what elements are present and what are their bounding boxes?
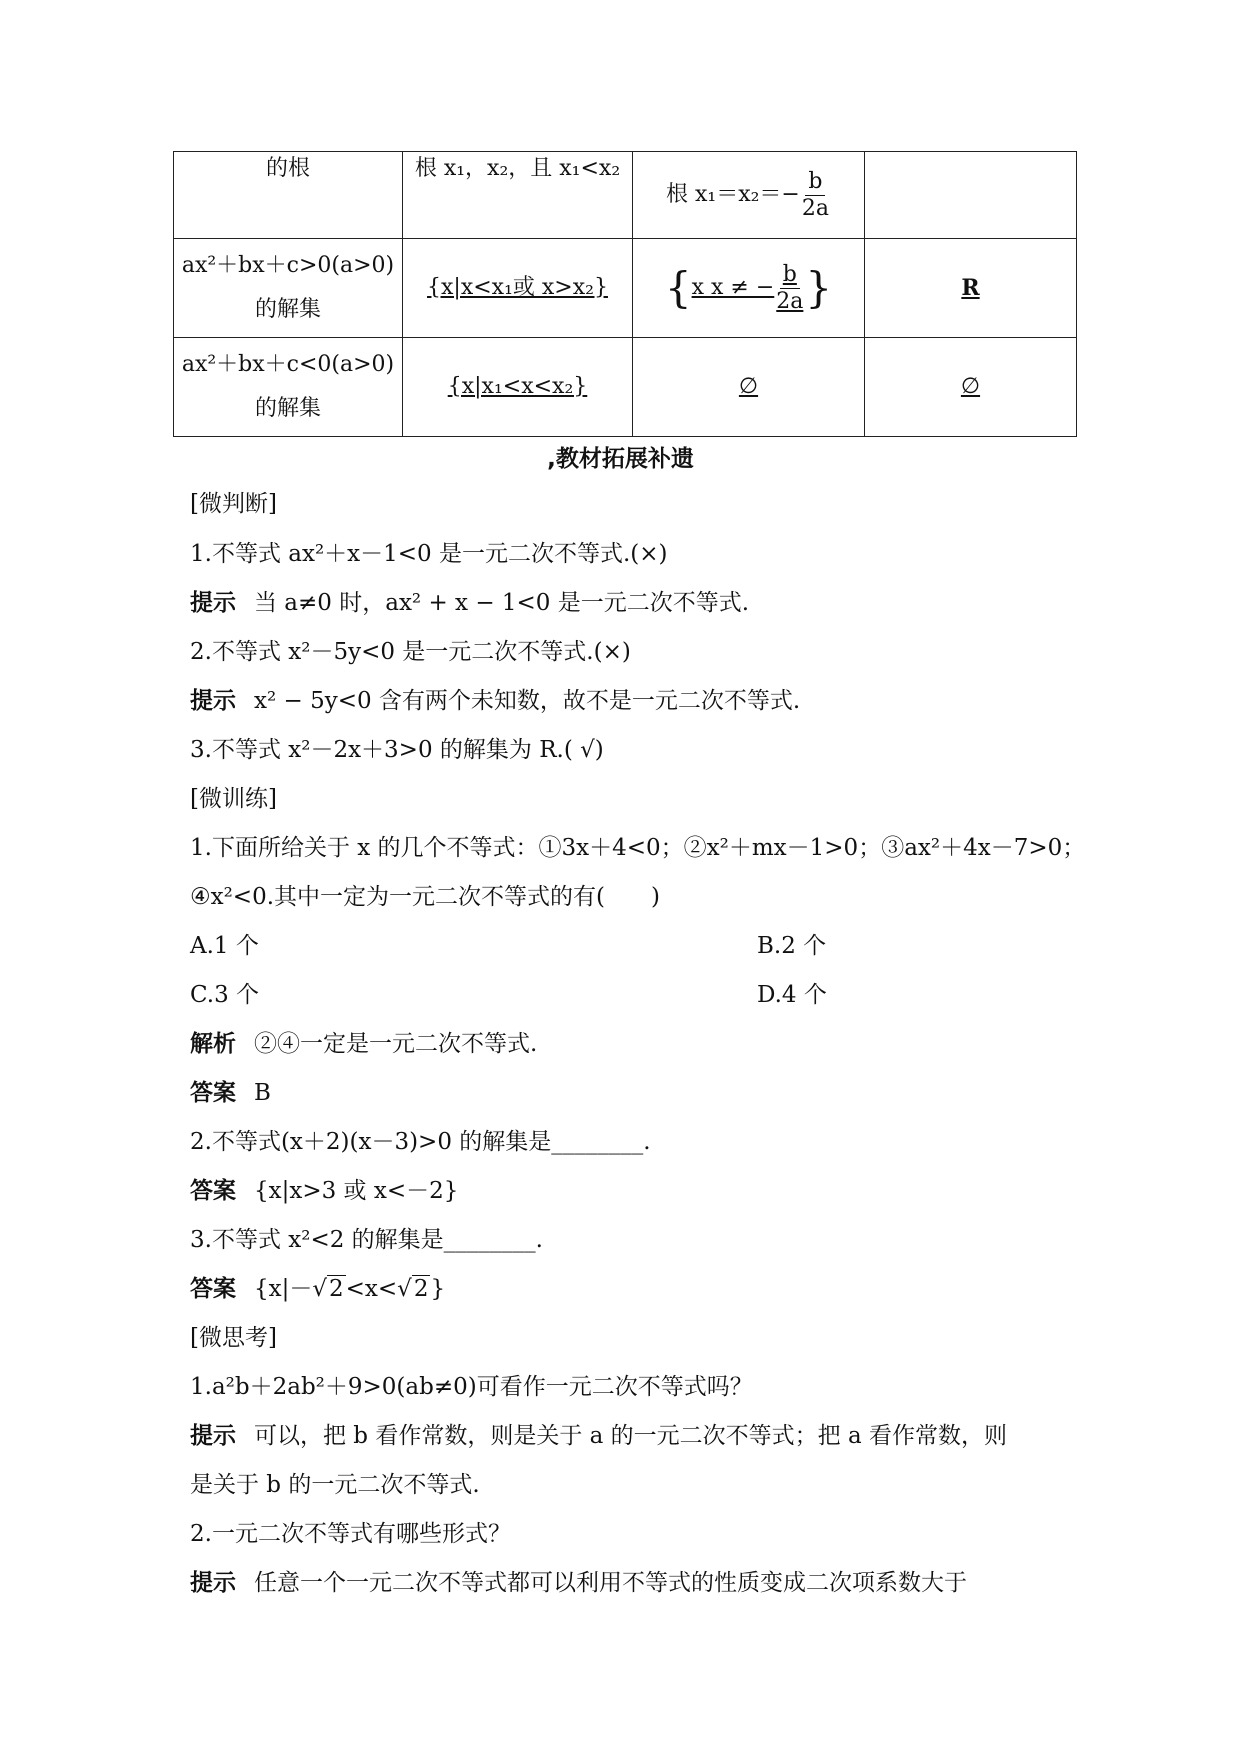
table-cell (174, 338, 403, 437)
hint-label: 提示 (190, 688, 236, 714)
option-b: B.2 个 (757, 933, 827, 959)
fraction-numerator: b (805, 169, 825, 195)
question-text: 2.一元二次不等式有哪些形式？ (190, 1521, 511, 1547)
table-cell (865, 152, 1077, 239)
heading-thinking: [微思考] (190, 1325, 277, 1351)
answer-line (190, 1172, 458, 1205)
heading-training: [微训练] (190, 786, 277, 812)
answer-label: 答案 (190, 1276, 236, 1302)
question-text: 3.不等式 x²<2 的解集是________. (190, 1227, 543, 1253)
table-cell (633, 152, 865, 239)
option-a: A.1 个 (190, 933, 259, 959)
table-cell (174, 239, 403, 338)
cell-line: 的解集 (254, 297, 321, 322)
hint-text: 是关于 b 的一元二次不等式. (190, 1472, 480, 1498)
answer-text: } (430, 1276, 446, 1302)
hint-text: 当 a≠0 时，ax² + x − 1<0 是一元二次不等式. (254, 590, 750, 616)
answer-text: <x< (345, 1276, 398, 1302)
analysis-label: 解析 (190, 1031, 236, 1057)
sqrt-sign: √ (312, 1276, 328, 1302)
cell-line: 的解集 (254, 396, 321, 421)
fraction (776, 262, 803, 314)
answer-label: 答案 (190, 1178, 236, 1204)
cell-line: ax²＋bx＋c>0(a>0) (181, 253, 395, 278)
hint-line (190, 584, 749, 617)
table-row (174, 152, 1077, 239)
answer-text: {x|－ (254, 1276, 313, 1302)
fraction-denominator: 2a (776, 288, 804, 314)
hint-label: 提示 (190, 590, 236, 616)
question-text: 1.不等式 ax²＋x－1<0 是一元二次不等式.(×) (190, 541, 668, 567)
hint-line (190, 1417, 1007, 1450)
table-row (174, 239, 1077, 338)
cell-line: ax²＋bx＋c<0(a>0) (181, 352, 395, 377)
fraction-denominator: 2a (801, 195, 829, 221)
question-text: 1.a²b＋2ab²＋9>0(ab≠0)可看作一元二次不等式吗？ (190, 1374, 753, 1400)
table-cell (633, 239, 865, 338)
options-row (190, 976, 1090, 1009)
question-text: 2.不等式 x²－5y<0 是一元二次不等式.(×) (190, 639, 631, 665)
cell-text: x x ≠ − (691, 275, 775, 300)
analysis-line (190, 1025, 537, 1058)
table-cell: 的根 (174, 152, 403, 239)
right-brace: } (805, 263, 833, 312)
cell-text: 根 x₁＝x₂＝− (665, 182, 800, 207)
answer-text: B (254, 1080, 271, 1106)
hint-line (190, 1564, 967, 1597)
sqrt-radicand: 2 (413, 1276, 429, 1302)
hint-text: 可以，把 b 看作常数，则是关于 a 的一元二次不等式；把 a 看作常数，则 (254, 1423, 1008, 1449)
question-text: ④x²<0.其中一定为一元二次不等式的有( ) (190, 884, 660, 910)
table-cell: {x|x₁<x<x₂} (403, 338, 633, 437)
hint-line (190, 682, 800, 715)
fraction-numerator: b (780, 262, 800, 288)
table-cell: R (865, 239, 1077, 338)
left-brace: { (664, 263, 692, 312)
solution-table (173, 151, 1077, 437)
question-text: 3.不等式 x²－2x＋3>0 的解集为 R.( √) (190, 737, 604, 763)
sqrt-radicand: 2 (329, 1276, 344, 1302)
question-text: 2.不等式(x＋2)(x－3)>0 的解集是________. (190, 1129, 651, 1155)
answer-label: 答案 (190, 1080, 236, 1106)
sqrt-sign: √ (397, 1276, 412, 1302)
table-cell: ∅ (633, 338, 865, 437)
hint-text: 任意一个一元二次不等式都可以利用不等式的性质变成二次项系数大于 (254, 1570, 967, 1596)
table-cell: ∅ (865, 338, 1077, 437)
hint-label: 提示 (190, 1570, 236, 1596)
hint-text: x² − 5y<0 含有两个未知数，故不是一元二次不等式. (254, 688, 801, 714)
table-cell: {x|x<x₁或 x>x₂} (403, 239, 633, 338)
options-row (190, 927, 1090, 960)
table-row (174, 338, 1077, 437)
fraction (802, 169, 829, 221)
answer-text: {x|x>3 或 x<－2} (254, 1178, 459, 1204)
table-cell: 根 x₁，x₂，且 x₁<x₂ (403, 152, 633, 239)
question-text: 1.下面所给关于 x 的几个不等式：①3x＋4<0；②x²＋mx－1>0；③ax²＋4x－7>0； (190, 835, 1086, 861)
option-c: C.3 个 (190, 982, 260, 1008)
section-title: ,教材拓展补遗 (547, 446, 694, 472)
analysis-text: ②④一定是一元二次不等式. (254, 1031, 538, 1057)
hint-label: 提示 (190, 1423, 236, 1449)
answer-line (190, 1074, 271, 1107)
answer-line (190, 1270, 445, 1303)
option-d: D.4 个 (757, 982, 827, 1008)
heading-judgment: [微判断] (190, 491, 277, 517)
